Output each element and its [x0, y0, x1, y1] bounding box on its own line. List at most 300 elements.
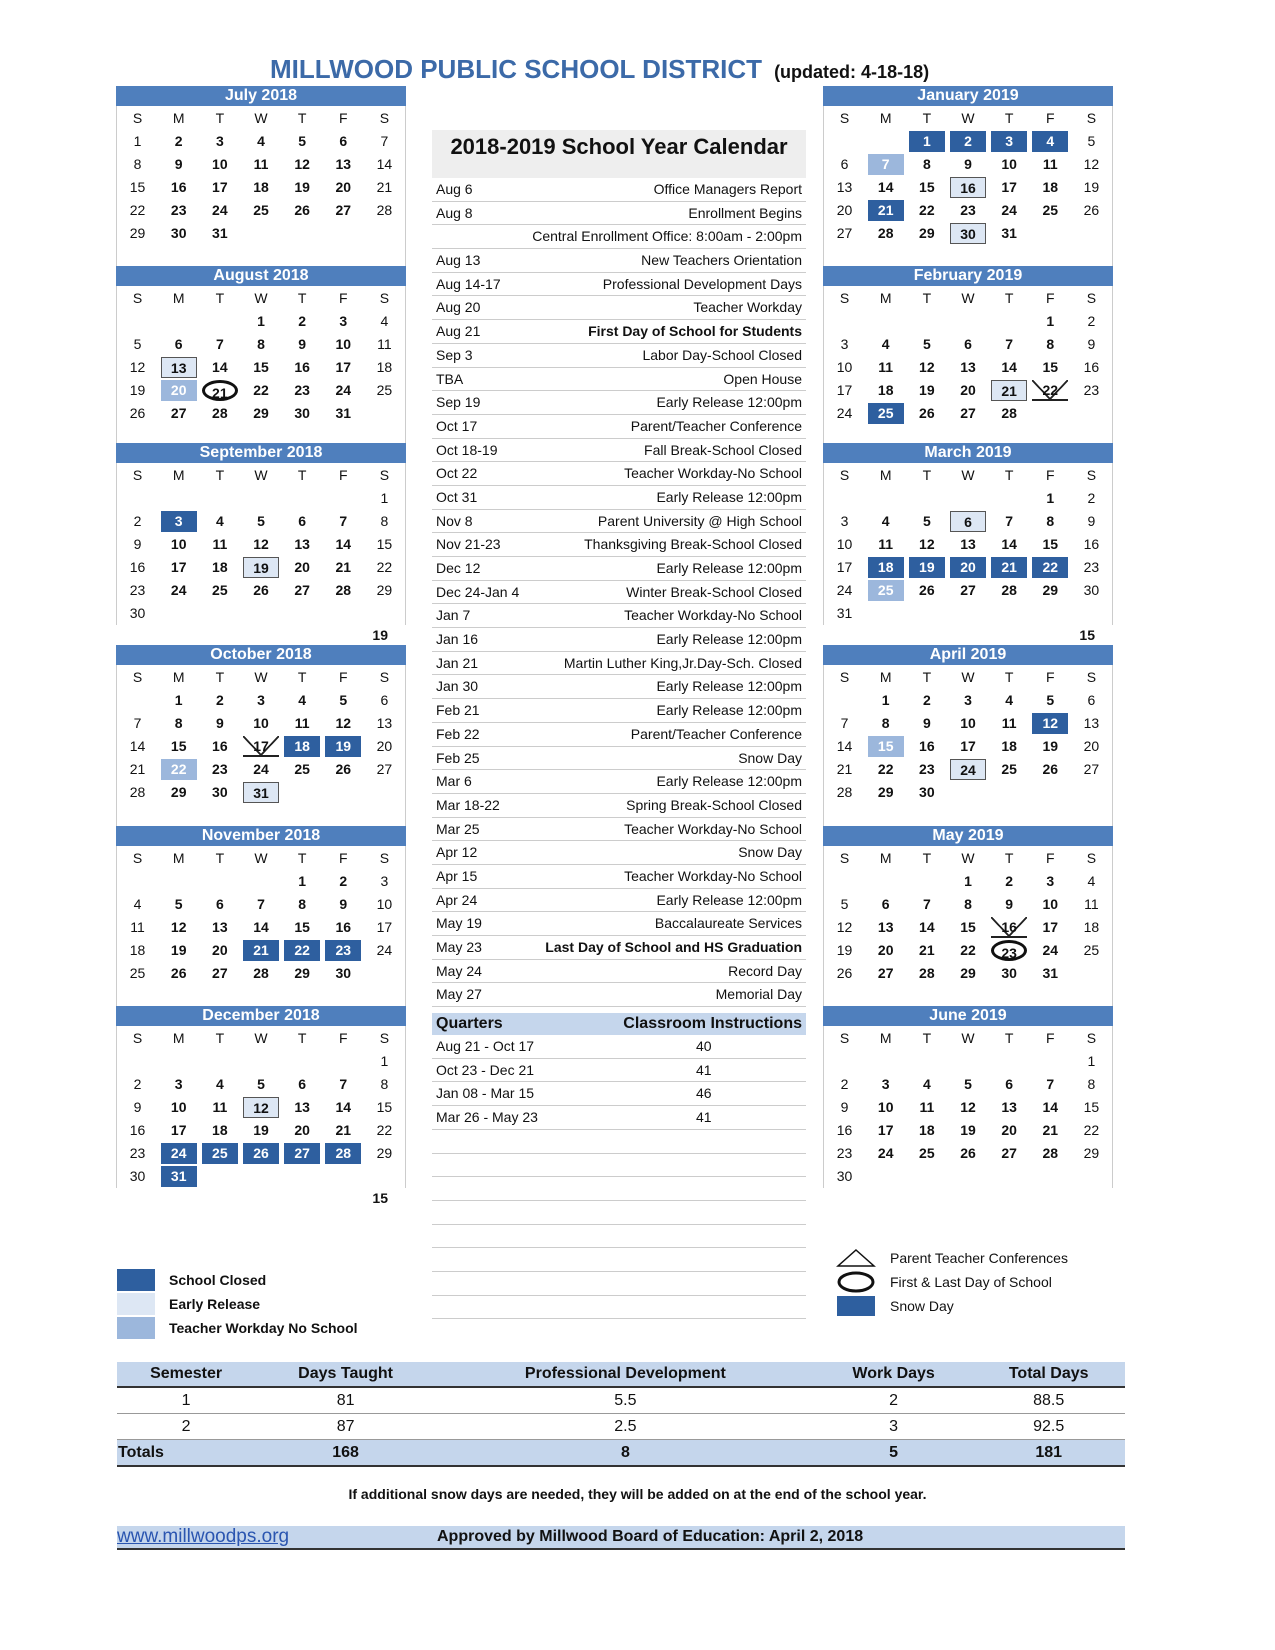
- day-cell: [323, 1050, 364, 1073]
- weekday-label: W: [961, 850, 975, 866]
- day-cell: [117, 735, 158, 758]
- day-cell: [824, 939, 865, 962]
- day-number: 5: [257, 1076, 265, 1092]
- day-number: 9: [339, 896, 348, 912]
- day-cell: [906, 916, 947, 939]
- summary-header: Semester: [117, 1362, 255, 1387]
- day-cell: [906, 1096, 947, 1119]
- day-cell: [240, 985, 281, 1008]
- day-cell: [364, 712, 405, 735]
- day-number: 21: [991, 557, 1027, 578]
- day-number: 25: [868, 580, 904, 601]
- day-number: 18: [253, 179, 269, 195]
- day-number: 17: [170, 1122, 187, 1138]
- day-number: 31: [161, 1166, 197, 1187]
- day-cell: [1030, 130, 1071, 153]
- day-number: 30: [129, 605, 146, 621]
- day-number: 11: [212, 536, 228, 552]
- day-number: 3: [161, 511, 197, 532]
- day-cell: [282, 781, 323, 804]
- day-cell: [1030, 939, 1071, 962]
- day-number: 11: [1084, 896, 1099, 912]
- event-row: [432, 652, 806, 676]
- day-cell: [158, 962, 199, 985]
- day-cell: [117, 870, 158, 893]
- summary-total-cell: 8: [436, 1440, 815, 1467]
- day-cell: [824, 356, 865, 379]
- day-cell: [989, 870, 1030, 893]
- day-number: 19: [243, 557, 279, 578]
- day-cell: [240, 1073, 281, 1096]
- day-number: 24: [836, 405, 853, 421]
- day-number: 13: [294, 1099, 310, 1115]
- weekday-label: T: [922, 669, 932, 685]
- week-row: [824, 487, 1112, 510]
- week-row: [117, 1142, 405, 1165]
- day-cell: [1030, 356, 1071, 379]
- month-header: April 2019: [823, 645, 1113, 665]
- legend-left: [117, 1268, 358, 1340]
- day-number: 7: [215, 336, 224, 352]
- event-row: [432, 462, 806, 486]
- day-cell: [1030, 222, 1071, 245]
- weekday-label: S: [132, 1030, 143, 1046]
- day-cell: [989, 356, 1030, 379]
- day-cell: [989, 379, 1030, 402]
- day-cell: [824, 602, 865, 625]
- day-cell: [282, 712, 323, 735]
- day-cell: [947, 735, 988, 758]
- day-cell: [117, 712, 158, 735]
- day-number: 4: [881, 336, 890, 352]
- day-cell: [240, 310, 281, 333]
- weekday-label: T: [215, 290, 225, 306]
- day-cell: [282, 602, 323, 625]
- summary-cell: 87: [255, 1414, 436, 1440]
- day-number: 9: [133, 536, 142, 552]
- day-number: 17: [170, 559, 187, 575]
- day-number: 31: [1001, 225, 1017, 241]
- legend-right: [836, 1246, 1068, 1318]
- day-cell: [1030, 402, 1071, 425]
- day-cell: [364, 916, 405, 939]
- day-cell: [989, 985, 1030, 1008]
- month-header: August 2018: [116, 266, 406, 286]
- day-cell: [824, 962, 865, 985]
- day-cell: [947, 130, 988, 153]
- day-number: 30: [129, 1168, 146, 1184]
- day-number: 21: [335, 559, 352, 575]
- day-cell: [364, 781, 405, 804]
- day-number: 26: [253, 582, 269, 598]
- day-cell: [1030, 533, 1071, 556]
- day-number: 22: [376, 1122, 393, 1138]
- quarters-list: [432, 1035, 806, 1130]
- event-date: Mar 18-22: [436, 796, 500, 813]
- month-header: March 2019: [823, 443, 1113, 463]
- weekday-label: F: [338, 850, 348, 866]
- day-cell: [323, 939, 364, 962]
- day-number: 10: [960, 715, 976, 731]
- day-cell: [947, 1073, 988, 1096]
- day-cell: [323, 510, 364, 533]
- day-number: 15: [170, 738, 187, 754]
- day-cell: [824, 333, 865, 356]
- event-date: Oct 31: [436, 488, 478, 505]
- day-number: 6: [298, 1076, 307, 1092]
- day-cell: [199, 310, 240, 333]
- day-cell: [906, 556, 947, 579]
- day-number: 29: [294, 965, 310, 981]
- day-number: 22: [1032, 557, 1068, 578]
- event-row: [432, 249, 806, 273]
- day-number: 2: [950, 131, 986, 152]
- day-number: 19: [129, 382, 146, 398]
- day-cell: [906, 1050, 947, 1073]
- day-number: 28: [212, 405, 228, 421]
- event-description: Early Release 12:00pm: [656, 773, 802, 790]
- day-number: 9: [1087, 336, 1096, 352]
- day-cell: [323, 402, 364, 425]
- summary-cell: 2: [117, 1414, 255, 1440]
- day-number: 19: [253, 1122, 269, 1138]
- week-row: [117, 333, 405, 356]
- day-number: 25: [253, 202, 269, 218]
- day-number: 23: [1083, 559, 1100, 575]
- day-number: 29: [376, 1145, 393, 1161]
- day-cell: [1071, 916, 1112, 939]
- day-cell: [117, 556, 158, 579]
- day-number: 14: [253, 919, 269, 935]
- day-cell: [282, 379, 323, 402]
- day-number: 27: [1001, 1145, 1017, 1161]
- day-cell: [117, 153, 158, 176]
- day-cell: [947, 245, 988, 268]
- day-cell: [1030, 487, 1071, 510]
- weekday-label: M: [172, 850, 185, 866]
- event-row: [432, 581, 806, 605]
- day-cell: [865, 130, 906, 153]
- event-description: Teacher Workday-No School: [624, 820, 802, 837]
- day-cell: [364, 985, 405, 1008]
- day-cell: [906, 245, 947, 268]
- day-number: 25: [919, 1145, 935, 1161]
- day-cell: [989, 1165, 1030, 1188]
- day-cell: [989, 222, 1030, 245]
- day-number: 29: [129, 225, 146, 241]
- day-cell: [906, 176, 947, 199]
- day-number: 20: [376, 738, 393, 754]
- day-cell: [240, 1050, 281, 1073]
- weekday-label: S: [132, 290, 143, 306]
- day-cell: [282, 556, 323, 579]
- day-cell: [282, 962, 323, 985]
- updated-date: (updated: 4-18-18): [774, 62, 930, 82]
- summary-total-cell: Totals: [117, 1440, 255, 1467]
- weekday-label: M: [879, 850, 892, 866]
- day-number: 2: [1005, 873, 1014, 889]
- day-cell: [158, 556, 199, 579]
- weekday-label: M: [172, 1030, 185, 1046]
- week-row: [117, 1165, 405, 1188]
- weekday-label: M: [172, 669, 185, 685]
- weekday-label: S: [379, 850, 390, 866]
- day-cell: [240, 222, 281, 245]
- day-number: 11: [130, 919, 145, 935]
- day-number: 17: [335, 359, 352, 375]
- day-cell: [364, 130, 405, 153]
- week-row: [824, 310, 1112, 333]
- summary-total-cell: 181: [972, 1440, 1125, 1467]
- day-number: 2: [339, 873, 348, 889]
- day-number: 12: [294, 156, 310, 172]
- event-date: TBA: [436, 370, 464, 387]
- day-number: 25: [129, 965, 146, 981]
- day-number: 18: [129, 942, 146, 958]
- day-cell: [323, 1119, 364, 1142]
- day-number: 2: [298, 313, 307, 329]
- day-number: 20: [950, 557, 986, 578]
- day-cell: [240, 402, 281, 425]
- day-cell: [1030, 153, 1071, 176]
- day-cell: [364, 893, 405, 916]
- day-cell: [199, 1096, 240, 1119]
- day-cell: [240, 245, 281, 268]
- weekday-label: S: [1086, 850, 1097, 866]
- day-cell: [323, 310, 364, 333]
- day-cell: [364, 579, 405, 602]
- day-number: 24: [170, 582, 187, 598]
- event-row: [432, 699, 806, 723]
- day-cell: [865, 510, 906, 533]
- day-cell: [199, 939, 240, 962]
- event-date: Jan 7: [436, 607, 471, 624]
- day-number: 7: [868, 154, 904, 175]
- day-cell: [199, 1119, 240, 1142]
- weekday-label: F: [338, 110, 348, 126]
- weekday-label: S: [132, 669, 143, 685]
- day-number: 26: [243, 1143, 279, 1164]
- day-cell: [364, 356, 405, 379]
- month-header: November 2018: [116, 826, 406, 846]
- day-cell: [865, 893, 906, 916]
- month-august-2018: [116, 266, 406, 468]
- weekday-label: T: [297, 290, 307, 306]
- day-cell: [906, 130, 947, 153]
- weekday-label: F: [338, 669, 348, 685]
- weekday-label: T: [215, 467, 225, 483]
- event-row: [432, 912, 806, 936]
- blank-line: [432, 1177, 806, 1201]
- week-row: [117, 1073, 405, 1096]
- day-cell: [1071, 870, 1112, 893]
- day-cell: [824, 510, 865, 533]
- week-row: [117, 245, 405, 268]
- weekday-label: W: [254, 669, 268, 685]
- day-cell: [1030, 870, 1071, 893]
- day-cell: [824, 689, 865, 712]
- day-number: 10: [212, 156, 228, 172]
- month-grid: [116, 463, 406, 625]
- legend-label: School Closed: [169, 1272, 267, 1288]
- day-number: 30: [950, 223, 986, 244]
- event-date: Aug 13: [436, 252, 481, 269]
- day-number: 23: [129, 582, 146, 598]
- day-number: 24: [253, 761, 269, 777]
- day-number: 28: [325, 1143, 361, 1164]
- day-number: 28: [376, 202, 393, 218]
- weekday-row: [824, 106, 1112, 130]
- day-number: 24: [950, 759, 986, 780]
- day-cell: [1030, 1119, 1071, 1142]
- event-row: [432, 320, 806, 344]
- day-number: 17: [836, 382, 853, 398]
- week-row: [117, 804, 405, 827]
- day-number: 14: [1001, 359, 1017, 375]
- day-number: 26: [919, 582, 935, 598]
- blank-line: [432, 1154, 806, 1178]
- day-cell: [158, 487, 199, 510]
- weekday-label: F: [1045, 850, 1055, 866]
- day-number: 12: [129, 359, 146, 375]
- weekday-row: [117, 106, 405, 130]
- day-number: 4: [215, 1076, 224, 1092]
- day-cell: [323, 689, 364, 712]
- day-number: 26: [919, 405, 935, 421]
- day-number: 8: [298, 896, 307, 912]
- event-date: Feb 25: [436, 749, 480, 766]
- day-cell: [906, 602, 947, 625]
- day-cell: [158, 1142, 199, 1165]
- day-number: 19: [919, 382, 935, 398]
- day-number: 27: [877, 965, 894, 981]
- weekday-label: T: [1004, 1030, 1014, 1046]
- day-number: 27: [960, 582, 976, 598]
- event-row: [432, 628, 806, 652]
- month-day-count: [823, 1188, 1113, 1208]
- day-number: 4: [1032, 131, 1068, 152]
- quarter-range: Jan 08 - Mar 15: [436, 1085, 535, 1102]
- month-february-2019: [823, 266, 1113, 468]
- weekday-label: W: [961, 669, 975, 685]
- day-number: 10: [1001, 156, 1017, 172]
- day-number: 27: [836, 225, 853, 241]
- event-description: Baccalaureate Services: [654, 915, 802, 932]
- day-number: 11: [1042, 156, 1058, 172]
- week-row: [117, 870, 405, 893]
- day-number: 16: [212, 738, 228, 754]
- weekday-label: S: [132, 110, 143, 126]
- day-cell: [865, 176, 906, 199]
- day-number: 3: [339, 313, 348, 329]
- day-cell: [364, 804, 405, 827]
- event-description: Professional Development Days: [602, 275, 802, 292]
- day-cell: [865, 870, 906, 893]
- day-cell: [1030, 893, 1071, 916]
- day-cell: [282, 199, 323, 222]
- day-cell: [364, 222, 405, 245]
- day-number: 30: [335, 965, 352, 981]
- week-row: [117, 222, 405, 245]
- day-cell: [282, 533, 323, 556]
- day-number: 27: [1083, 761, 1100, 777]
- day-cell: [906, 199, 947, 222]
- day-cell: [282, 985, 323, 1008]
- summary-cell: 3: [815, 1414, 973, 1440]
- day-number: 30: [170, 225, 187, 241]
- event-date: Jan 30: [436, 678, 479, 695]
- quarters-header: [432, 1013, 806, 1035]
- day-cell: [282, 1073, 323, 1096]
- day-number: 29: [1083, 1145, 1100, 1161]
- day-cell: [117, 356, 158, 379]
- quarter-days: 40: [696, 1038, 712, 1055]
- day-cell: [199, 199, 240, 222]
- day-cell: [199, 153, 240, 176]
- event-row: [432, 770, 806, 794]
- event-row: [432, 794, 806, 818]
- day-cell: [199, 176, 240, 199]
- weekday-label: T: [922, 1030, 932, 1046]
- event-row: [432, 841, 806, 865]
- day-number: 30: [919, 784, 935, 800]
- legend-item: [117, 1268, 358, 1292]
- day-cell: [117, 176, 158, 199]
- day-number: 2: [840, 1076, 849, 1092]
- week-row: [824, 176, 1112, 199]
- day-number: 29: [960, 965, 976, 981]
- week-row: [824, 1165, 1112, 1188]
- day-number: 3: [257, 692, 265, 708]
- day-number: 11: [878, 536, 894, 552]
- day-number: 25: [212, 582, 228, 598]
- day-cell: [989, 1142, 1030, 1165]
- day-number: 8: [380, 513, 389, 529]
- weekday-row: [117, 665, 405, 689]
- day-number: 2: [215, 692, 224, 708]
- day-cell: [1030, 758, 1071, 781]
- day-number: 6: [881, 896, 890, 912]
- day-number: 18: [212, 559, 228, 575]
- day-cell: [1071, 735, 1112, 758]
- day-cell: [824, 870, 865, 893]
- day-number: 16: [950, 177, 986, 198]
- day-cell: [1030, 176, 1071, 199]
- day-cell: [906, 487, 947, 510]
- event-row: [432, 296, 806, 320]
- week-row: [117, 199, 405, 222]
- website-link[interactable]: www.millwoodps.org: [117, 1526, 290, 1547]
- day-number: 13: [877, 919, 894, 935]
- day-cell: [865, 712, 906, 735]
- week-row: [824, 130, 1112, 153]
- day-cell: [947, 1142, 988, 1165]
- day-number: 29: [376, 582, 393, 598]
- day-cell: [906, 893, 947, 916]
- day-number: 29: [877, 784, 894, 800]
- day-number: 13: [335, 156, 352, 172]
- day-number: 19: [325, 736, 361, 757]
- day-cell: [323, 1165, 364, 1188]
- day-cell: [1030, 199, 1071, 222]
- day-cell: [199, 758, 240, 781]
- weekday-label: S: [839, 1030, 850, 1046]
- day-cell: [989, 153, 1030, 176]
- day-cell: [323, 870, 364, 893]
- day-cell: [1071, 1142, 1112, 1165]
- day-cell: [323, 245, 364, 268]
- day-number: 7: [1005, 513, 1014, 529]
